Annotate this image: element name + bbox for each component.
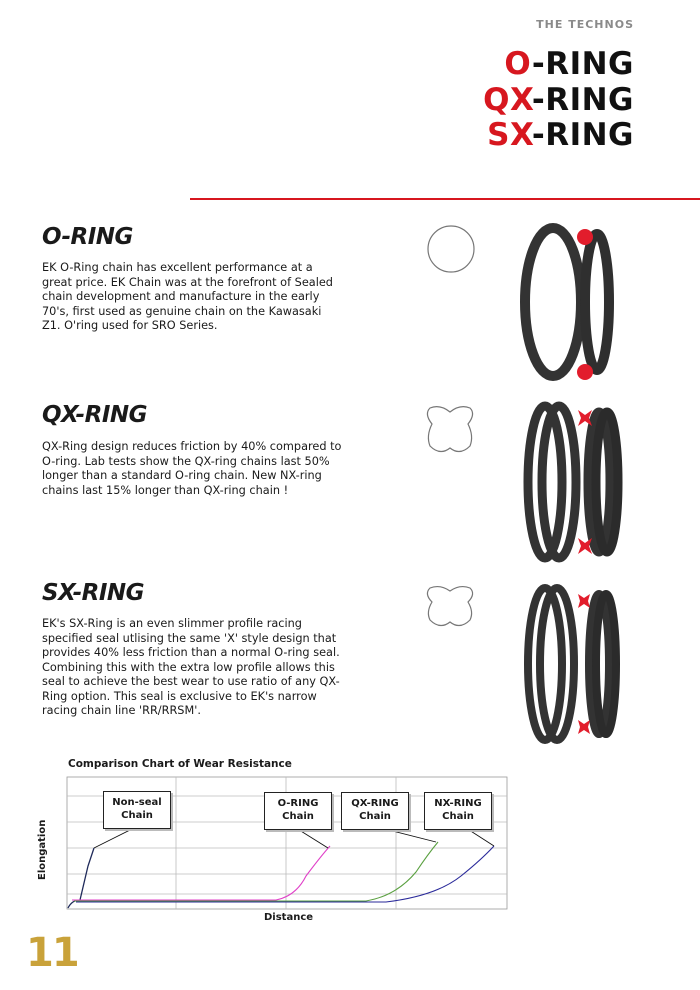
qx-ring-image-icon bbox=[515, 398, 625, 568]
legend-label-non-seal-line2: Chain bbox=[121, 810, 153, 821]
legend-label-qx-ring-line1: QX-RING bbox=[351, 798, 399, 809]
callout-nx-ring bbox=[466, 828, 494, 846]
page-number: 11 bbox=[26, 930, 78, 976]
legend-label-o-ring-line1: O-RING bbox=[277, 798, 319, 809]
callout-non-seal bbox=[94, 826, 138, 848]
series-line-qx-ring bbox=[74, 842, 438, 901]
section-title-o-ring: O-RING bbox=[42, 224, 133, 250]
section-body-o-ring: EK O-Ring chain has excellent performance at a great price. EK Chain was at the forefront of Sealed chain development and manufacture in the early 70's, first used as genuine chain on the Kawasaki Z1. O'ring used for SRO Series. bbox=[42, 261, 333, 332]
qx-ring-profile-icon bbox=[420, 402, 480, 458]
sx-ring-image-icon bbox=[515, 580, 625, 750]
legend-label-non-seal-line1: Non-seal bbox=[112, 797, 162, 808]
legend-label-non-seal bbox=[103, 791, 171, 829]
heading-o-ring bbox=[504, 46, 634, 82]
legend-label-nx-ring bbox=[424, 792, 492, 830]
heading-sx-ring bbox=[487, 117, 634, 153]
legend-label-nx-ring-line1: NX-RING bbox=[434, 798, 482, 809]
series-line-o-ring bbox=[72, 846, 330, 900]
chart-title: Comparison Chart of Wear Resistance bbox=[68, 758, 292, 770]
section-title-qx-ring: QX-RING bbox=[42, 402, 147, 428]
series-line-non-seal bbox=[68, 848, 94, 908]
callout-o-ring bbox=[296, 828, 328, 848]
chart-x-axis-label: Distance bbox=[264, 912, 314, 923]
heading-sx-ring-black: -RING bbox=[531, 117, 634, 153]
heading-qx-ring-red: QX bbox=[483, 82, 532, 118]
heading-o-ring-black: -RING bbox=[531, 46, 634, 82]
o-ring-profile-icon bbox=[420, 222, 480, 278]
heading-qx-ring bbox=[483, 82, 634, 118]
heading-sx-ring-red: SX bbox=[487, 117, 532, 153]
divider-rule bbox=[190, 198, 700, 200]
section-body-qx-ring: QX-Ring design reduces friction by 40% compared to O-ring. Lab tests show the QX-ring chains last 50% longer than a standard O-ring chain. New NX-ring chains last 15% longer than QX-ring chain ! bbox=[42, 440, 342, 497]
legend-label-nx-ring-line2: Chain bbox=[442, 811, 474, 822]
chart-y-axis-label: Elongation bbox=[37, 819, 48, 880]
heading-qx-ring-black: -RING bbox=[531, 82, 634, 118]
callout-qx-ring bbox=[381, 828, 436, 842]
section-body-sx-ring: EK's SX-Ring is an even slimmer profile racing specified seal utlising the same 'X' style design that provides 40% less friction than a normal O-ring seal. Combining this with the extra low profile allows this seal to achieve the best wear to use ratio of any QX-Ring option. This seal is exclusive to EK's narrow racing chain line 'RR/RRSM'. bbox=[42, 617, 340, 717]
o-ring-image-icon bbox=[515, 220, 625, 385]
legend-label-qx-ring-line2: Chain bbox=[359, 811, 391, 822]
header-kicker: THE TECHNOS bbox=[536, 18, 634, 31]
heading-o-ring-red: O bbox=[504, 46, 532, 82]
legend-label-o-ring-line2: Chain bbox=[282, 811, 314, 822]
sx-ring-profile-icon bbox=[420, 582, 480, 632]
legend-label-qx-ring bbox=[341, 792, 409, 830]
legend-label-o-ring bbox=[264, 792, 332, 830]
section-title-sx-ring: SX-RING bbox=[42, 580, 145, 606]
